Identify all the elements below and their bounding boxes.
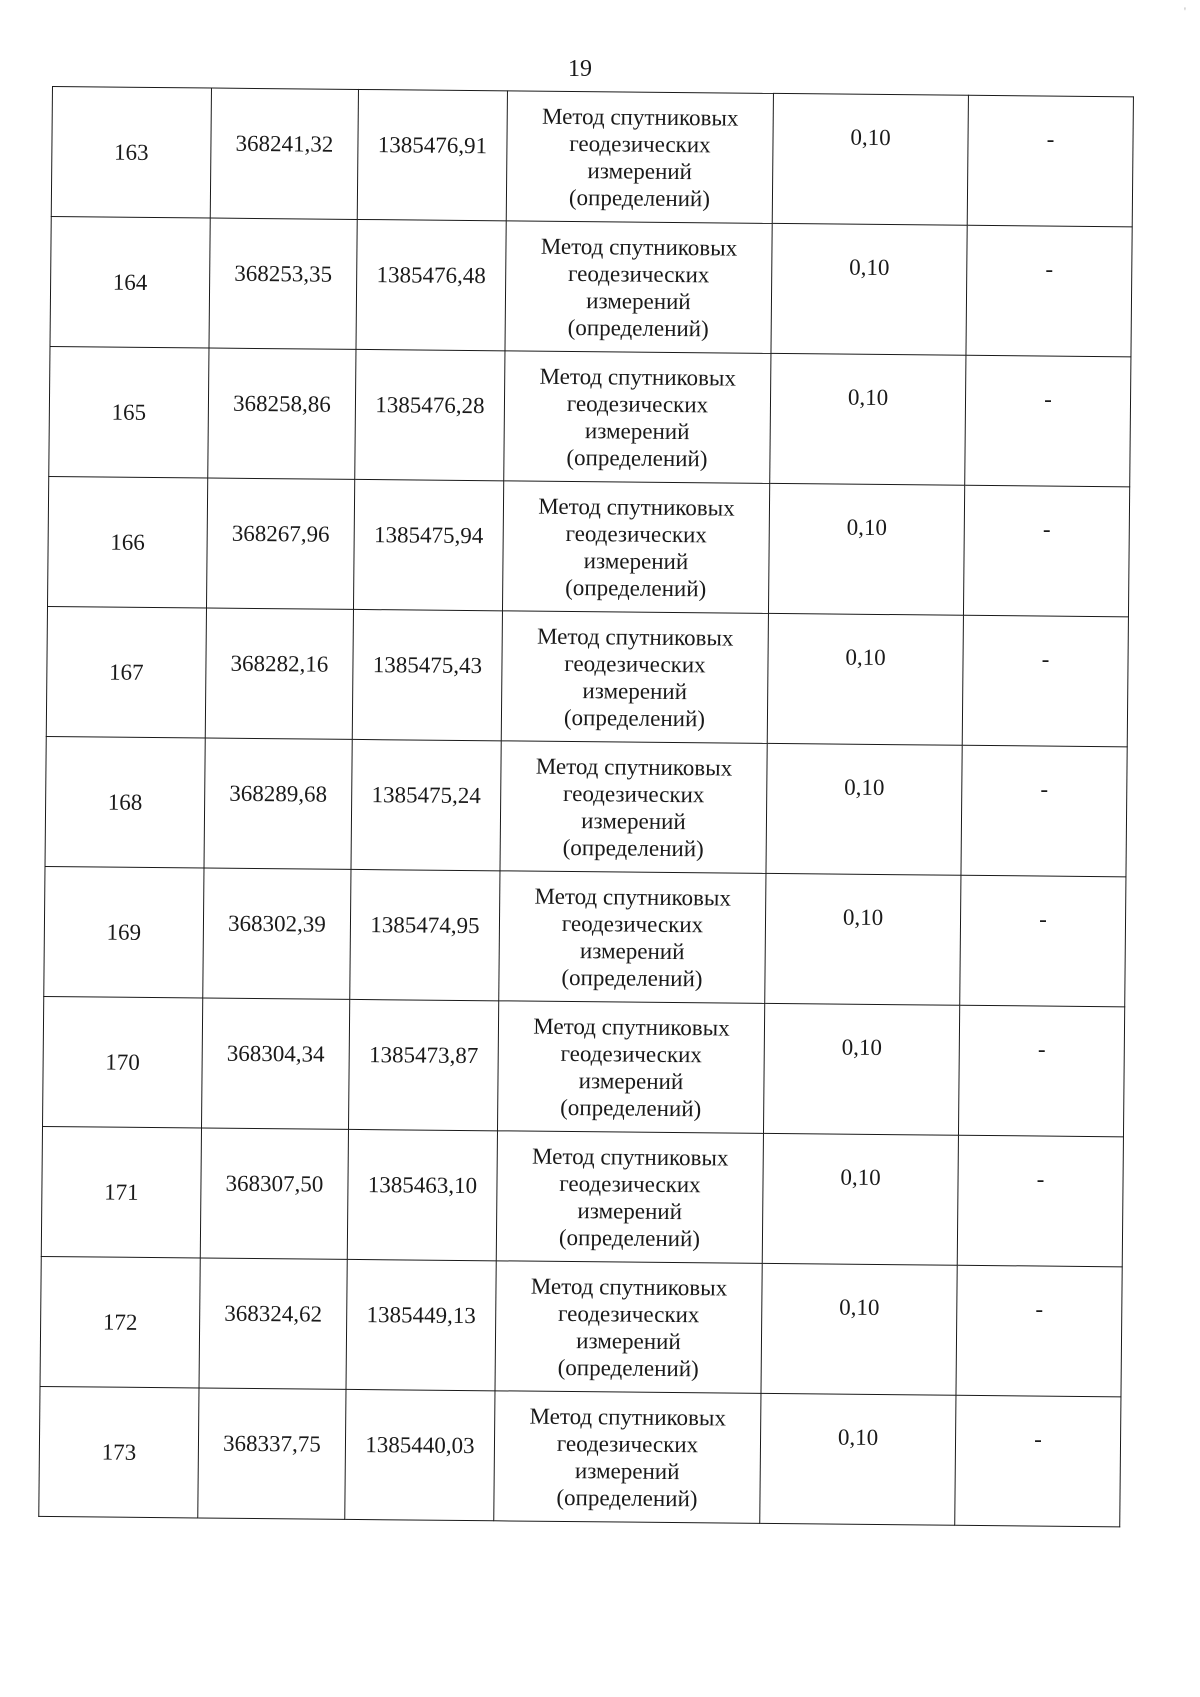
accuracy-value: 0,10 xyxy=(839,1294,880,1320)
accuracy-value: 0,10 xyxy=(841,1034,883,1061)
note-cell xyxy=(963,485,1129,617)
method-line-4: (определений) xyxy=(561,964,703,991)
method-line-2: геодезических xyxy=(565,520,708,547)
method-line-1: Метод спутниковых xyxy=(534,883,732,911)
method-line-1: Метод спутниковых xyxy=(538,493,735,521)
method-line-4: (определений) xyxy=(563,704,706,731)
y-coordinate: 1385440,03 xyxy=(365,1432,475,1459)
x-coordinate-cell xyxy=(209,218,357,349)
note-value: - xyxy=(1046,126,1055,152)
method-line-3: измерений xyxy=(582,677,688,704)
note-cell xyxy=(966,225,1132,357)
point-number-cell xyxy=(40,1256,200,1388)
x-coordinate: 368258,86 xyxy=(232,390,331,417)
note-cell xyxy=(956,1265,1122,1397)
table-row xyxy=(51,87,1133,227)
method-line-3: измерений xyxy=(579,937,685,964)
y-coordinate-cell xyxy=(350,869,500,1000)
point-number: 170 xyxy=(105,1049,141,1075)
point-number-cell xyxy=(51,87,211,219)
method-line-4: (определений) xyxy=(558,1224,701,1251)
method-line-2: геодезических xyxy=(564,650,706,677)
method-line-4: (определений) xyxy=(566,444,708,471)
accuracy-cell xyxy=(767,613,963,745)
note-value: - xyxy=(1039,906,1047,932)
y-coordinate: 1385476,91 xyxy=(377,132,488,159)
point-number-cell xyxy=(46,606,206,738)
point-number-cell xyxy=(45,736,205,868)
x-coordinate-cell xyxy=(200,1128,348,1259)
point-number-cell xyxy=(48,476,208,608)
accuracy-cell xyxy=(761,1263,957,1395)
y-coordinate: 1385475,43 xyxy=(372,652,483,679)
method-line-3: измерений xyxy=(584,417,690,444)
y-coordinate: 1385476,28 xyxy=(375,392,485,419)
note-value: - xyxy=(1041,646,1050,672)
method-line-3: измерений xyxy=(574,1457,680,1484)
accuracy-value: 0,10 xyxy=(842,904,884,931)
y-coordinate: 1385474,95 xyxy=(370,912,480,939)
method-line-1: Метод спутниковых xyxy=(529,1403,727,1431)
point-number-cell xyxy=(44,866,204,998)
point-number: 169 xyxy=(106,919,142,945)
method-cell xyxy=(494,1391,761,1524)
point-number: 171 xyxy=(104,1179,139,1205)
y-coordinate-cell xyxy=(353,479,503,610)
accuracy-value: 0,10 xyxy=(845,644,886,671)
method-line-2: геодезических xyxy=(560,1040,703,1067)
method-line-3: измерений xyxy=(586,287,691,314)
accuracy-cell xyxy=(760,1393,956,1525)
accuracy-value: 0,10 xyxy=(844,774,885,801)
method-line-2: геодезических xyxy=(556,1430,699,1457)
x-coordinate-cell xyxy=(202,998,350,1129)
method-line-2: геодезических xyxy=(561,910,704,937)
note-value: - xyxy=(1040,776,1049,802)
accuracy-value: 0,10 xyxy=(840,1164,881,1191)
x-coordinate: 368337,75 xyxy=(222,1430,321,1457)
note-cell xyxy=(965,355,1131,487)
x-coordinate: 368307,50 xyxy=(225,1170,324,1197)
accuracy-value: 0,10 xyxy=(847,384,889,411)
point-number: 166 xyxy=(110,529,145,555)
x-coordinate: 368324,62 xyxy=(224,1300,323,1327)
accuracy-cell xyxy=(762,1133,958,1265)
x-coordinate: 368253,35 xyxy=(234,260,333,287)
note-value: - xyxy=(1037,1036,1046,1062)
note-cell xyxy=(960,875,1126,1007)
method-line-4: (определений) xyxy=(556,1484,698,1511)
y-coordinate: 1385473,87 xyxy=(368,1042,479,1069)
x-coordinate-cell xyxy=(203,868,351,999)
table-row xyxy=(44,866,1126,1006)
method-line-1: Метод спутниковых xyxy=(536,623,734,651)
table-row xyxy=(41,1126,1123,1266)
method-line-1: Метод спутниковых xyxy=(535,753,733,781)
point-number: 163 xyxy=(113,139,149,165)
note-value: - xyxy=(1045,256,1054,282)
point-number-cell xyxy=(49,346,209,478)
method-cell xyxy=(497,1001,764,1134)
accuracy-cell xyxy=(763,1003,959,1135)
note-cell xyxy=(958,1005,1124,1137)
x-coordinate: 368302,39 xyxy=(227,910,326,937)
method-line-1: Метод спутниковых xyxy=(533,1013,730,1041)
x-coordinate: 368289,68 xyxy=(229,780,328,807)
point-number-cell xyxy=(50,216,210,348)
corner-mark: ' xyxy=(1183,4,1186,18)
method-line-4: (определений) xyxy=(560,1094,702,1121)
method-line-3: измерений xyxy=(587,157,693,184)
point-number: 164 xyxy=(112,269,148,295)
method-line-1: Метод спутниковых xyxy=(539,363,737,391)
table-row xyxy=(50,216,1132,356)
method-cell xyxy=(501,611,768,744)
method-line-3: измерений xyxy=(577,1197,683,1224)
method-line-2: геодезических xyxy=(566,390,709,417)
note-cell xyxy=(957,1135,1123,1267)
table-row xyxy=(40,1256,1122,1396)
point-number: 165 xyxy=(111,399,147,425)
coordinates-table-wrapper xyxy=(38,86,1134,1527)
y-coordinate-cell xyxy=(356,219,506,350)
method-line-4: (определений) xyxy=(562,834,704,861)
table-row xyxy=(46,606,1128,746)
method-line-2: геодезических xyxy=(559,1170,701,1197)
method-line-3: измерений xyxy=(583,547,689,574)
y-coordinate-cell xyxy=(347,1129,497,1260)
coordinates-table-body xyxy=(39,87,1134,1527)
page-number: 19 xyxy=(568,56,592,82)
point-number: 173 xyxy=(101,1439,137,1465)
method-cell xyxy=(496,1131,763,1264)
x-coordinate-cell xyxy=(210,88,358,219)
method-line-4: (определений) xyxy=(567,314,709,341)
accuracy-cell xyxy=(768,483,964,615)
y-coordinate: 1385476,48 xyxy=(376,262,486,289)
y-coordinate-cell xyxy=(357,89,507,220)
accuracy-cell xyxy=(770,353,966,485)
method-line-2: геодезических xyxy=(562,780,705,807)
x-coordinate: 368282,16 xyxy=(230,650,329,677)
point-number-cell xyxy=(41,1126,201,1258)
y-coordinate-cell xyxy=(352,609,502,740)
accuracy-value: 0,10 xyxy=(849,254,890,281)
point-number: 167 xyxy=(109,659,144,685)
y-coordinate: 1385449,13 xyxy=(366,1302,476,1329)
accuracy-value: 0,10 xyxy=(837,1424,879,1450)
note-cell xyxy=(961,745,1127,877)
accuracy-cell xyxy=(766,743,962,875)
note-cell xyxy=(967,95,1133,227)
accuracy-cell xyxy=(772,93,968,225)
method-line-2: геодезических xyxy=(567,260,710,287)
method-cell xyxy=(495,1261,762,1394)
method-line-3: измерений xyxy=(581,807,686,834)
x-coordinate-cell xyxy=(205,608,353,739)
x-coordinate-cell xyxy=(204,738,352,869)
x-coordinate: 368267,96 xyxy=(231,520,330,547)
table-row xyxy=(45,736,1127,876)
x-coordinate-cell xyxy=(206,478,354,609)
y-coordinate-cell xyxy=(355,349,505,480)
table-row xyxy=(48,476,1130,616)
method-cell xyxy=(506,91,773,224)
x-coordinate: 368241,32 xyxy=(235,130,334,157)
table-row xyxy=(43,996,1125,1136)
y-coordinate: 1385475,94 xyxy=(373,522,484,549)
method-line-1: Метод спутниковых xyxy=(531,1143,729,1171)
method-line-4: (определений) xyxy=(565,574,707,601)
x-coordinate-cell xyxy=(198,1388,346,1519)
note-value: - xyxy=(1042,516,1051,542)
y-coordinate-cell xyxy=(351,739,501,870)
y-coordinate-cell xyxy=(348,999,498,1130)
method-line-2: геодезических xyxy=(557,1300,700,1327)
method-cell xyxy=(499,871,766,1004)
point-number: 172 xyxy=(102,1309,138,1335)
x-coordinate: 368304,34 xyxy=(226,1040,325,1067)
method-line-1: Метод спутниковых xyxy=(541,103,739,131)
table-row xyxy=(39,1386,1121,1526)
accuracy-cell xyxy=(771,223,967,355)
method-line-1: Метод спутниковых xyxy=(540,233,738,261)
method-line-3: измерений xyxy=(578,1067,684,1094)
method-line-2: геодезических xyxy=(569,130,711,157)
method-line-1: Метод спутниковых xyxy=(530,1273,728,1301)
table-row xyxy=(49,346,1131,486)
y-coordinate: 1385475,24 xyxy=(371,782,481,809)
x-coordinate-cell xyxy=(199,1258,347,1389)
method-line-4: (определений) xyxy=(557,1354,699,1381)
y-coordinate-cell xyxy=(346,1259,496,1390)
point-number-cell xyxy=(39,1386,199,1518)
note-value: - xyxy=(1034,1426,1043,1452)
method-cell xyxy=(505,221,772,354)
y-coordinate-cell xyxy=(345,1389,495,1520)
note-value: - xyxy=(1036,1166,1045,1192)
note-value: - xyxy=(1035,1296,1044,1322)
note-cell xyxy=(962,615,1128,747)
coordinates-table xyxy=(38,86,1134,1527)
accuracy-cell xyxy=(765,873,961,1005)
method-line-3: измерений xyxy=(576,1327,681,1354)
x-coordinate-cell xyxy=(208,348,356,479)
method-cell xyxy=(502,481,769,614)
point-number-cell xyxy=(43,996,203,1128)
method-cell xyxy=(504,351,771,484)
method-line-4: (определений) xyxy=(568,184,711,211)
accuracy-value: 0,10 xyxy=(846,514,888,541)
method-cell xyxy=(500,741,767,874)
y-coordinate: 1385463,10 xyxy=(367,1172,478,1199)
note-value: - xyxy=(1044,386,1052,412)
accuracy-value: 0,10 xyxy=(850,124,891,151)
point-number: 168 xyxy=(107,789,143,815)
note-cell xyxy=(955,1395,1121,1527)
